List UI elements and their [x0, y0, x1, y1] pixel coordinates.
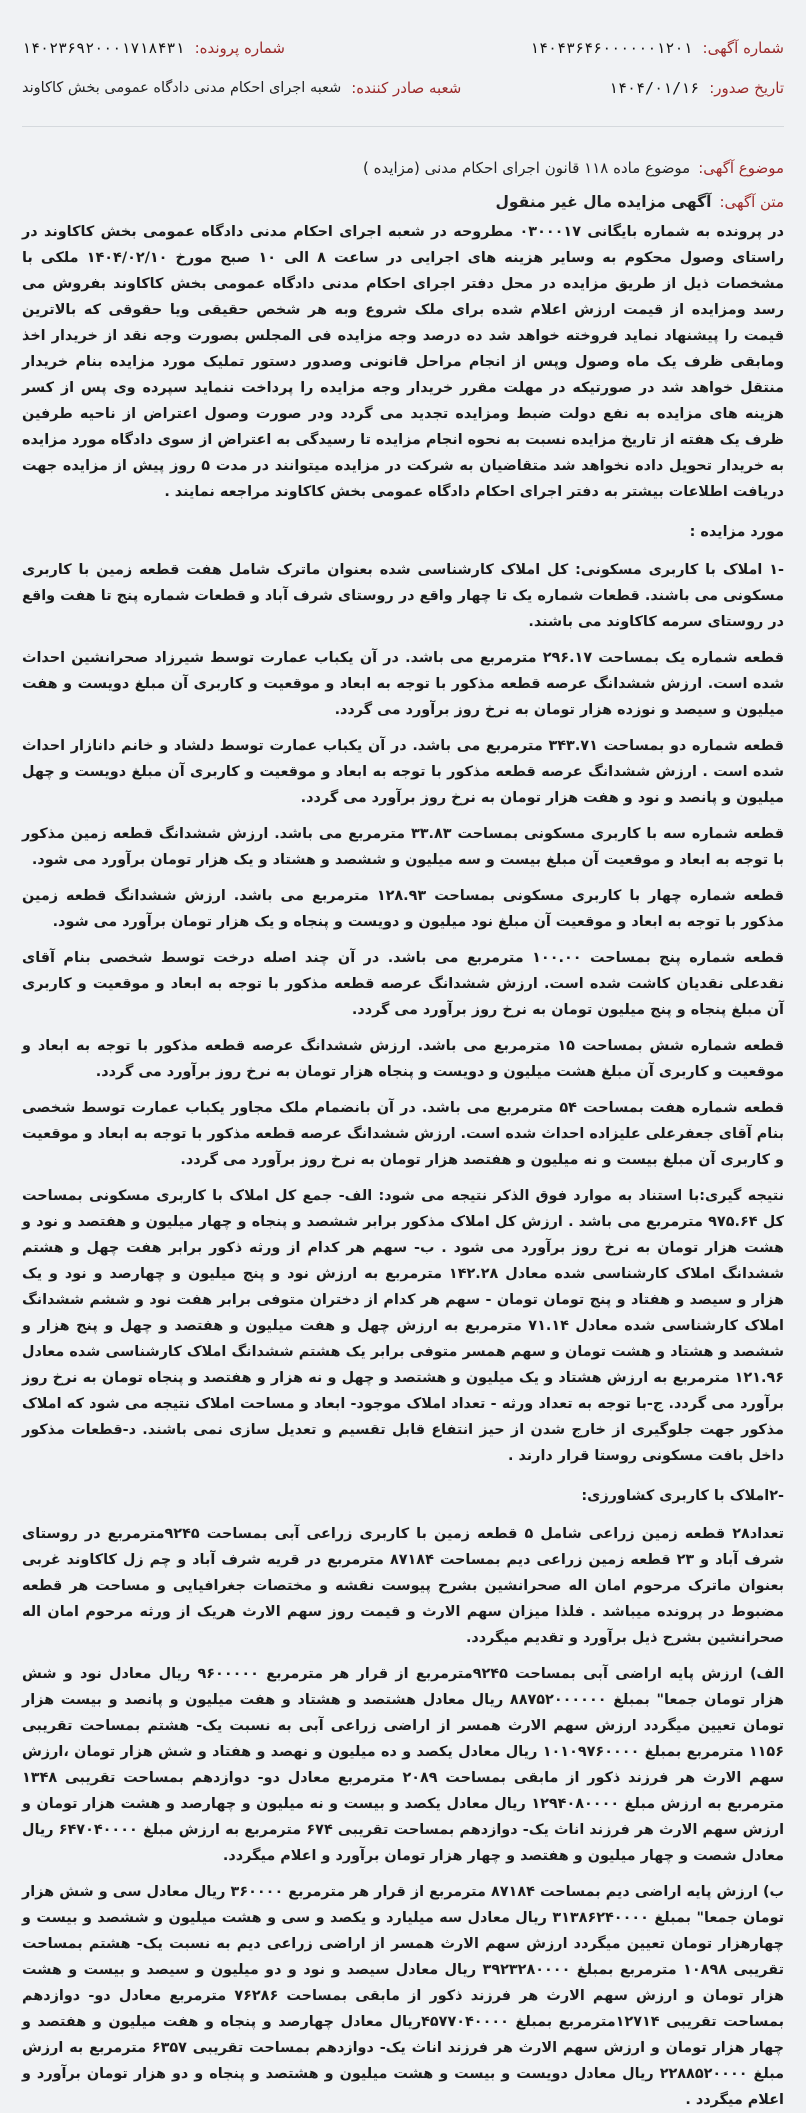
notice-number-value: ۱۴۰۴۳۶۴۶۰۰۰۰۰۰۱۲۰۱ — [529, 39, 693, 57]
header-row-2 — [22, 68, 784, 108]
case-number-value: ۱۴۰۲۳۶۹۲۰۰۰۱۷۱۸۴۳۱ — [22, 39, 185, 57]
header-divider — [22, 126, 784, 127]
paragraph-agricultural-heading: -۲املاک با کاربری کشاورزی: — [581, 1488, 784, 1504]
notice-number — [530, 39, 784, 57]
header-row-1 — [22, 28, 784, 68]
notice-text-title — [0, 185, 806, 219]
paragraph-plot-2: قطعه شماره دو بمساحت ۳۴۳.۷۱ مترمربع می باشد. در آن یکباب عمارت توسط دلشاد و خانم دانازار احداث شده است . ارزش ششدانگ عرصه قطعه مذکور با توجه به ابعاد و موقعیت و کاربری آن مبلغ دویست و چهل میلیون و پانصد و نود و هفت هزار تومان به نرخ روز برآورد می گردد. — [22, 738, 784, 806]
notice-body — [0, 219, 806, 2113]
paragraph-conclusion: نتیجه گیری:با استناد به موارد فوق الذکر نتیجه می شود: الف- جمع کل املاک با کاربری مسکونی بمساحت کل ۹۷۵.۶۴ مترمربع می باشد . ارزش کل املاک مذکور برابر ششصد و پنجاه و چهار میلیون و هفتصد و نود و هشت هزار تومان به نرخ روز برآورد می شود . ب- سهم هر کدام از ورثه ذکور برابر هفت چهل و هشتم ششدانگ املاک کارشناسی شده معادل ۱۴۲.۲۸ مترمربع به ارزش نود و پنج میلیون و چهارصد و نود و یک هزار و سیصد و هفتاد و پنج تومان تومان - سهم هر کدام از دختران متوفی برابر هفت نود و ششم ششدانگ املاک کارشناسی شده معادل ۷۱.۱۴ مترمربع به ارزش چهل و هفت میلیون و هفتصد و چهل و پنج هزار و ششصد و هشتاد و هشت تومان و سهم همسر متوفی برابر یک هشتم ششدانگ املاک کارشناسی شده معادل ۱۲۱.۹۶ مترمربع به ارزش هشتاد و یک میلیون و هشتصد و چهل و نه هزار و هفتصد و پنجاه تومان به نرخ روز برآورد می گردد. ج-با توجه به تعداد ورثه - تعداد املاک موجود- ابعاد و مساحت املاک نتیجه می شود که املاک مذکور جهت جلوگیری از خارج شدن از حیز انتفاع قابل تقسیم و تعدیل سازی نمی باشند. د-قطعات مذکور داخل بافت مسکونی روستا قرار دارند . — [22, 1188, 784, 1464]
subject-label: موضوع آگهی: — [698, 159, 784, 177]
notice-text-label: متن آگهی: — [719, 193, 784, 211]
issue-date — [609, 79, 784, 97]
paragraph-irrigated-land: الف) ارزش پایه اراضی آبی بمساحت ۹۲۴۵مترمربع از قرار هر مترمربع ۹۶۰۰۰۰۰ ریال معادل نود و شش هزار تومان جمعا" بمبلغ ۸۸۷۵۲۰۰۰۰۰۰ ریال معادل هشتصد و هشتاد و هفت میلیون و پانصد و بیست هزار تومان تعیین میگردد ارزش سهم الارث همسر از اراضی زراعی آبی به نسبت یک- هشتم بمساحت تقریبی ۱۱۵۶ مترمربع بمبلغ ۱۰۱۰۹۷۶۰۰۰۰ ریال معادل یکصد و ده میلیون و نهصد و هفتاد و شش هزار تومان ،ارزش سهم الارث هر فرزند ذکور از مابقی بمساحت ۲۰۸۹ مترمربع معادل دو- دوازدهم بمساحت تقریبی ۱۳۴۸ مترمربع به ارزش مبلغ ۱۲۹۴۰۸۰۰۰۰ ریال معادل یکصد و بیست و نه میلیون و چهارصد و هشت هزار تومان و ارزش سهم الارث هر فرزند اناث یک- دوازدهم بمساحت تقریبی ۶۷۴ مترمربع به ارزش مبلغ ۶۴۷۰۴۰۰۰۰ ریال معادل شصت و چهار میلیون و هفتصد و چهار هزار تومان برآورد و اعلام میگردد. — [22, 1666, 785, 1864]
paragraph-plot-6: قطعه شماره شش بمساحت ۱۵ مترمربع می باشد. ارزش ششدانگ عرصه قطعه مذکور با توجه به ابعاد و موقعیت و کاربری آن مبلغ هشت میلیون و دویست و پنجاه هزار تومان به نرخ روز برآورد می گردد. — [22, 1038, 784, 1080]
issuer-value: شعبه اجرای احکام مدنی دادگاه عمومی بخش کاکاوند — [22, 80, 342, 96]
paragraph-dryland: ب) ارزش پایه اراضی دیم بمساحت ۸۷۱۸۴ مترمربع از قرار هر مترمربع ۳۶۰۰۰۰ ریال معادل سی و شش هزار تومان جمعا" بمبلغ ۳۱۳۸۶۲۴۰۰۰۰ ریال معادل سه میلیارد و یکصد و سی و هشت میلیون و ششصد و بیست و چهارهزار تومان تعیین میگردد ارزش سهم الارث همسر از اراضی زراعی دیم به نسبت یک- هشتم بمساحت تقریبی ۱۰۸۹۸ مترمربع بمبلغ ۳۹۲۳۲۸۰۰۰۰ ریال معادل سیصد و نود و دو میلیون و سیصد و بیست و هشت هزار تومان و ارزش سهم الارث هر فرزند ذکور از مابقی بمساحت ۷۶۲۸۶ مترمربع معادل دو- دوازدهم بمساحت تقریبی ۱۲۷۱۴مترمربع بمبلغ ۴۵۷۷۰۴۰۰۰۰ریال معادل چهارصد و پنجاه و هفت میلیون و هفتصد و چهار هزار تومان و ارزش سهم الارث هر فرزند اناث یک- دوازدهم بمساحت تقریبی ۶۳۵۷ مترمربع به ارزش مبلغ ۲۲۸۸۵۲۰۰۰۰ ریال معادل دویست و بیست و هشت میلیون و هشتصد و پنجاه و دو هزار تومان برآورد و اعلام میگردد . — [22, 1884, 785, 2108]
paragraph-plot-5: قطعه شماره پنج بمساحت ۱۰۰.۰۰ مترمربع می باشد. در آن چند اصله درخت توسط شخصی بنام آقای نقدعلی نقدیان کاشت شده است. ارزش ششدانگ عرصه قطعه مذکور با توجه به ابعاد و موقعیت و کاربری آن مبلغ پنجاه و پنج میلیون تومان به نرخ روز برآورد می گردد. — [22, 950, 784, 1018]
paragraph-agricultural: تعداد۲۸ قطعه زمین زراعی شامل ۵ قطعه زمین با کاربری زراعی آبی بمساحت ۹۲۴۵مترمربع در روستای شرف آباد و ۲۳ قطعه زمین زراعی دیم بمساحت ۸۷۱۸۴ مترمربع در قریه شرف آباد و چم زل کاکاوند غربی بعنوان ماترک مرحوم امان اله صحرانشین بشرح پیوست نقشه و مختصات جغرافیایی و مساحت هر قطعه مضبوط در پرونده میباشد . فلذا میزان سهم الارث و قیمت روز سهم الارث هریک از ورثه مرحوم امان اله صحرانشین بشرح ذیل برآورد و تقدیم میگردد. — [22, 1526, 785, 1646]
case-number — [22, 39, 285, 57]
paragraph-auction-items-heading: مورد مزایده : — [689, 524, 784, 540]
notice-subject — [0, 151, 806, 185]
issue-date-value: ۱۴۰۴/۰۱/۱۶ — [608, 79, 700, 97]
paragraph-plot-1: قطعه شماره یک بمساحت ۲۹۶.۱۷ مترمربع می باشد. در آن یکباب عمارت توسط شیرزاد صحرانشین احداث شده است. ارزش ششدانگ عرصه قطعه مذکور با توجه به ابعاد و موقعیت و کاربری آن مبلغ دویست و هفت میلیون و سیصد و نوزده هزار تومان به نرخ روز برآورد می گردد. — [22, 650, 784, 718]
issuer-label: شعبه صادر کننده: — [351, 79, 462, 97]
paragraph-intro: در پرونده به شماره بایگانی ۰۳۰۰۰۱۷ مطروحه در شعبه اجرای احکام مدنی دادگاه عمومی بخش کاکاوند در راستای وصول محکوم به وسایر هزینه های اجرایی در ساعت ۸ الی ۱۰ صبح مورخ ۱۴۰۴/۰۲/۱۰ ملکی با مشخصات ذیل از طریق مزایده در محل دفتر اجرای احکام مدنی دادگاه عمومی بخش کاکاوند بفروش می رسد ومزایده از قیمت ارزش اعلام شده برای ملک شروع وبه هر شخص حقیقی ویا حقوقی که بالاترین قیمت را پیشنهاد نماید فروخته خواهد شد ده درصد وجه مزایده فی المجلس بصورت وجه نقد از خریدار اخذ ومابقی ظرف یک ماه وصول وپس از انجام مراحل قانونی وصدور دستور تملیک مورد مزایده بنام خریدار منتقل خواهد شد در صورتیکه در مهلت مقرر خریدار وجه مزایده را پرداخت ننماید سپرده وی پس از کسر هزینه های مزایده به نفع دولت ضبط ومزایده تجدید می گردد ودر صورت وصول اعتراض از ناحیه طرفین ظرف یک هفته از تاریخ مزایده نسبت به نحوه انجام مزایده تا رسیدگی به اعتراض از سوی دادگاه مورد مزایده به خریدار تحویل داده نخواهد شد متقاضیان به شرکت در مزایده میتوانند در مدت ۵ روز پیش از مزایده جهت دریافت اطلاعات بیشتر به دفتر اجرای احکام دادگاه عمومی بخش کاکاوند مراجعه نمایند . — [22, 224, 785, 500]
issuer — [22, 79, 461, 97]
notice-number-label: شماره آگهی: — [702, 39, 784, 57]
issue-date-label: تاریخ صدور: — [709, 79, 784, 97]
notice-title: آگهی مزایده مال غیر منقول — [495, 193, 712, 211]
case-number-label: شماره پرونده: — [194, 39, 285, 57]
paragraph-plot-7: قطعه شماره هفت بمساحت ۵۴ مترمربع می باشد. در آن بانضمام ملک مجاور یکباب عمارت توسط شخصی بنام آقای جعفرعلی علیزاده احداث شده است. ارزش ششدانگ عرصه قطعه مذکور با توجه به ابعاد و موقعیت و کاربری آن مبلغ بیست و نه میلیون و هفتصد هزار تومان به نرخ روز برآورد می گردد. — [22, 1100, 785, 1168]
notice-header — [0, 0, 806, 151]
paragraph-plot-4: قطعه شماره چهار با کاربری مسکونی بمساحت ۱۲۸.۹۳ مترمربع می باشد. ارزش ششدانگ قطعه زمین مذکور با توجه به ابعاد و موقعیت آن مبلغ نود میلیون و دویست و پنجاه و یک هزار تومان برآورد می شود. — [22, 888, 784, 930]
paragraph-residential: -۱ املاک با کاربری مسکونی: کل املاک کارشناسی شده بعنوان ماترک شامل هفت قطعه زمین با کاربری مسکونی می باشند. قطعات شماره یک تا چهار واقع در روستای شرف آباد و قطعات شماره پنج تا هفت واقع در روستای سرمه کاکاوند می باشند. — [22, 562, 784, 630]
paragraph-plot-3: قطعه شماره سه با کاربری مسکونی بمساحت ۳۳.۸۳ مترمربع می باشد. ارزش ششدانگ قطعه زمین مذکور با توجه به ابعاد و موقعیت آن مبلغ بیست و سه میلیون و ششصد و هشتاد و یک هزار تومان برآورد می شود. — [22, 826, 784, 868]
subject-text: موضوع ماده ۱۱۸ قانون اجرای احکام مدنی (مزایده ) — [362, 159, 691, 177]
